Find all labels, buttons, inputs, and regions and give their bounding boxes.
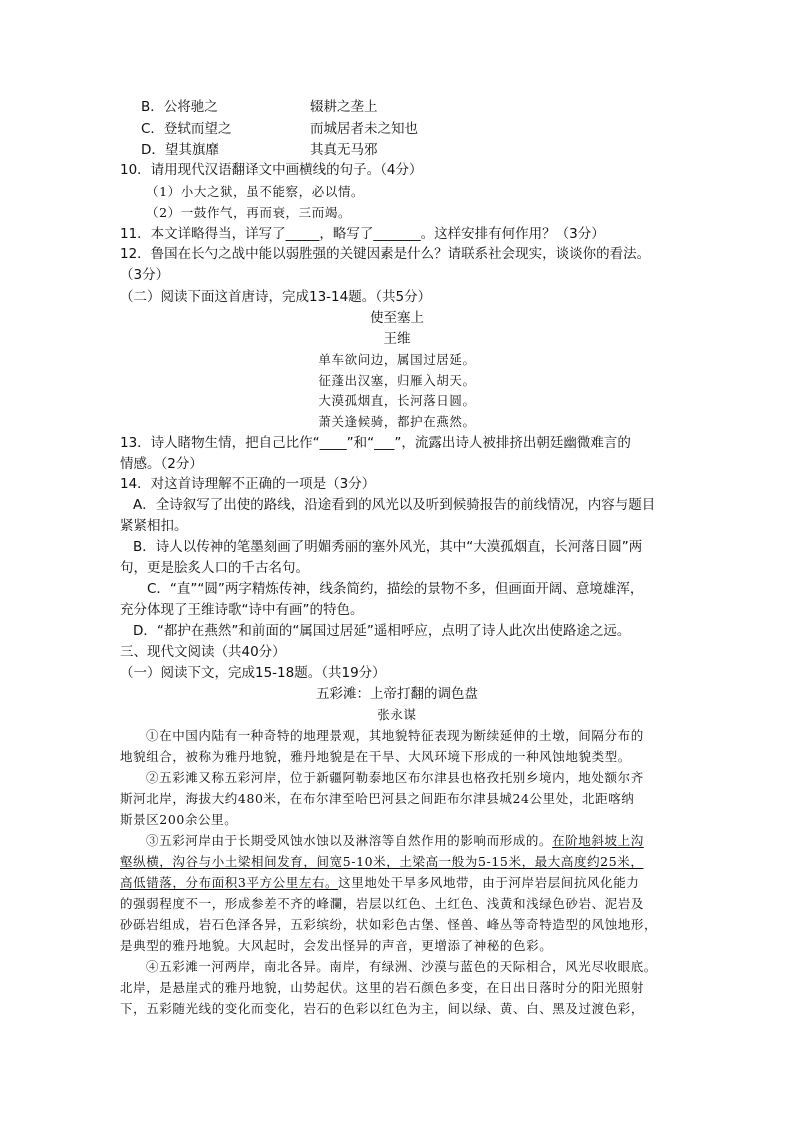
q14-option-a-cont: 紧紧相扣。: [120, 518, 188, 534]
paragraph-2-line: 斯景区200余公里。: [120, 812, 238, 827]
question-14: 14．对这首诗理解不正确的一项是（3分）: [120, 476, 376, 492]
article-author: 张永谋: [377, 707, 417, 722]
paragraph-4-line: ④五彩滩一河两岸，南北各异。南岸，有绿洲、沙漠与蓝色的天际相合，风光尽收眼底。: [146, 959, 657, 974]
q14-option-c: C．“直”“圆”两字精炼传神，线条简约，描绘的景物不多，但画面开阔、意境雄浑，: [147, 581, 644, 597]
paragraph-2-line: ②五彩滩又称五彩河岸，位于新疆阿勒泰地区布尔津县也格孜托别乡境内，地处额尔齐: [146, 770, 644, 785]
part-3-heading: 三、现代文阅读（共40分）: [120, 644, 286, 660]
poem-line: 大漠孤烟直，长河落日圆。: [318, 393, 476, 408]
option-c-right: 而城居者未之知也: [310, 121, 418, 137]
article-title: 五彩滩：上帝打翻的调色盘: [316, 686, 478, 702]
option-d-left: D．望其旗靡: [141, 142, 219, 158]
underlined-sentence: 高低错落，分布面积3平方公里左右。: [120, 875, 339, 890]
paragraph-2-line: 斯河北岸，海拔大约480米，在布尔津至哈巴河县之间距布尔津县城24公里处，北距喀纳: [120, 791, 635, 806]
paragraph-3-line: [146, 832, 644, 850]
paragraph-3-line: 砂砾岩组成，岩石色泽各异，五彩缤纷，状如彩色古堡、怪兽、峰丛等奇特造型的风蚀地形，: [120, 917, 658, 932]
paragraph-3-text: 这里地处干旱多风地带，由于河岸岩层间抗风化能力: [338, 875, 640, 890]
question-12-line-1: 12．鲁国在长勺之战中能以弱胜强的关键因素是什么？请联系社会现实，谈谈你的看法。: [120, 246, 651, 262]
paragraph-4-line: 下，五彩随光线的变化而变化，岩石的色彩以红色为主，间以绿、黄、白、黑及过渡色彩，: [120, 1001, 645, 1016]
paragraph-3-text: ③五彩河岸由于长期受风蚀水蚀以及淋溶等自然作用的影响而形成的。: [146, 833, 553, 848]
poem-author: 王维: [383, 331, 411, 347]
q10-sentence-2: （2）一鼓作气，再而衰，三而竭。: [146, 205, 352, 220]
q14-option-b: B．诗人以传神的笔墨刻画了明媚秀丽的塞外风光，其中“大漠孤烟直，长河落日圆”两: [133, 539, 643, 555]
question-13-line-2: 情感。（2分）: [120, 456, 203, 472]
question-10: 10．请用现代汉语翻译文中画横线的句子。（4分）: [120, 162, 423, 178]
poem-line: 征蓬出汉塞，归雁入胡天。: [318, 373, 476, 388]
section-2-heading: （二）阅读下面这首唐诗，完成13-14题。（共5分）: [120, 289, 432, 305]
q14-option-d: D．“都护在燕然”和前面的“属国过居延”遥相呼应，点明了诗人此次出使路途之远。: [133, 623, 631, 639]
paragraph-4-line: 北岸，是悬崖式的雅丹地貌，山势起伏。这里的岩石颜色多变，在日出日落时分的阳光照射: [120, 980, 645, 995]
option-d-right: 其真无马邪: [310, 142, 378, 158]
q10-sentence-1: （1）小大之狱，虽不能察，必以情。: [146, 184, 365, 199]
option-b-right: 辍耕之垄上: [310, 99, 378, 115]
paragraph-1-line: ①在中国内陆有一种奇特的地理景观，其地貌特征表现为断续延伸的土墩，间隔分布的: [146, 728, 644, 743]
question-11: 11．本文详略得当，详写了_____，略写了_______。这样安排有何作用？（3分）: [120, 226, 605, 242]
q14-option-c-cont: 充分体现了王维诗歌“诗中有画”的特色。: [120, 602, 364, 618]
question-12-line-2: （3分）: [120, 267, 170, 283]
poem-line: 萧关逢候骑，都护在燕然。: [318, 414, 476, 429]
paragraph-3-line: 是典型的雅丹地貌。大风起时，会发出怪异的声音，更增添了神秘的色彩。: [120, 938, 553, 953]
part-3-subheading: （一）阅读下文，完成15-18题。（共19分）: [120, 665, 386, 681]
option-c-left: C．登轼而望之: [141, 121, 232, 137]
option-b-left: B．公将驰之: [141, 99, 218, 115]
q14-option-b-cont: 句，更是脍炙人口的千古名句。: [120, 560, 309, 576]
underlined-sentence: 在阶地斜坡上沟: [552, 833, 644, 848]
underlined-sentence: 壑纵横，沟谷与小土梁相间发育，间宽5-10米，土梁高一般为5-15米，最大高度约25米，: [120, 854, 644, 869]
poem-title: 使至塞上: [370, 310, 424, 326]
paragraph-3-line: [120, 874, 639, 892]
question-13-line-1: 13．诗人睹物生情，把自己比作“____”和“___”，流露出诗人被排挤出朝廷幽微难言的: [120, 435, 631, 451]
poem-line: 单车欲问边，属国过居延。: [318, 352, 476, 367]
q14-option-a: A．全诗叙写了出使的路线，沿途看到的风光以及听到候骑报告的前线情况，内容与题目: [133, 497, 656, 513]
paragraph-3-line: 的强弱程度不一，形成参差不齐的峰瀾，岩层以红色、土红色、浅黄和浅绿色砂岩、泥岩及: [120, 896, 645, 911]
paragraph-1-line: 地貌组合，被称为雅丹地貌，雅丹地貌是在干旱、大风环境下形成的一种风蚀地貌类型。: [120, 749, 631, 764]
